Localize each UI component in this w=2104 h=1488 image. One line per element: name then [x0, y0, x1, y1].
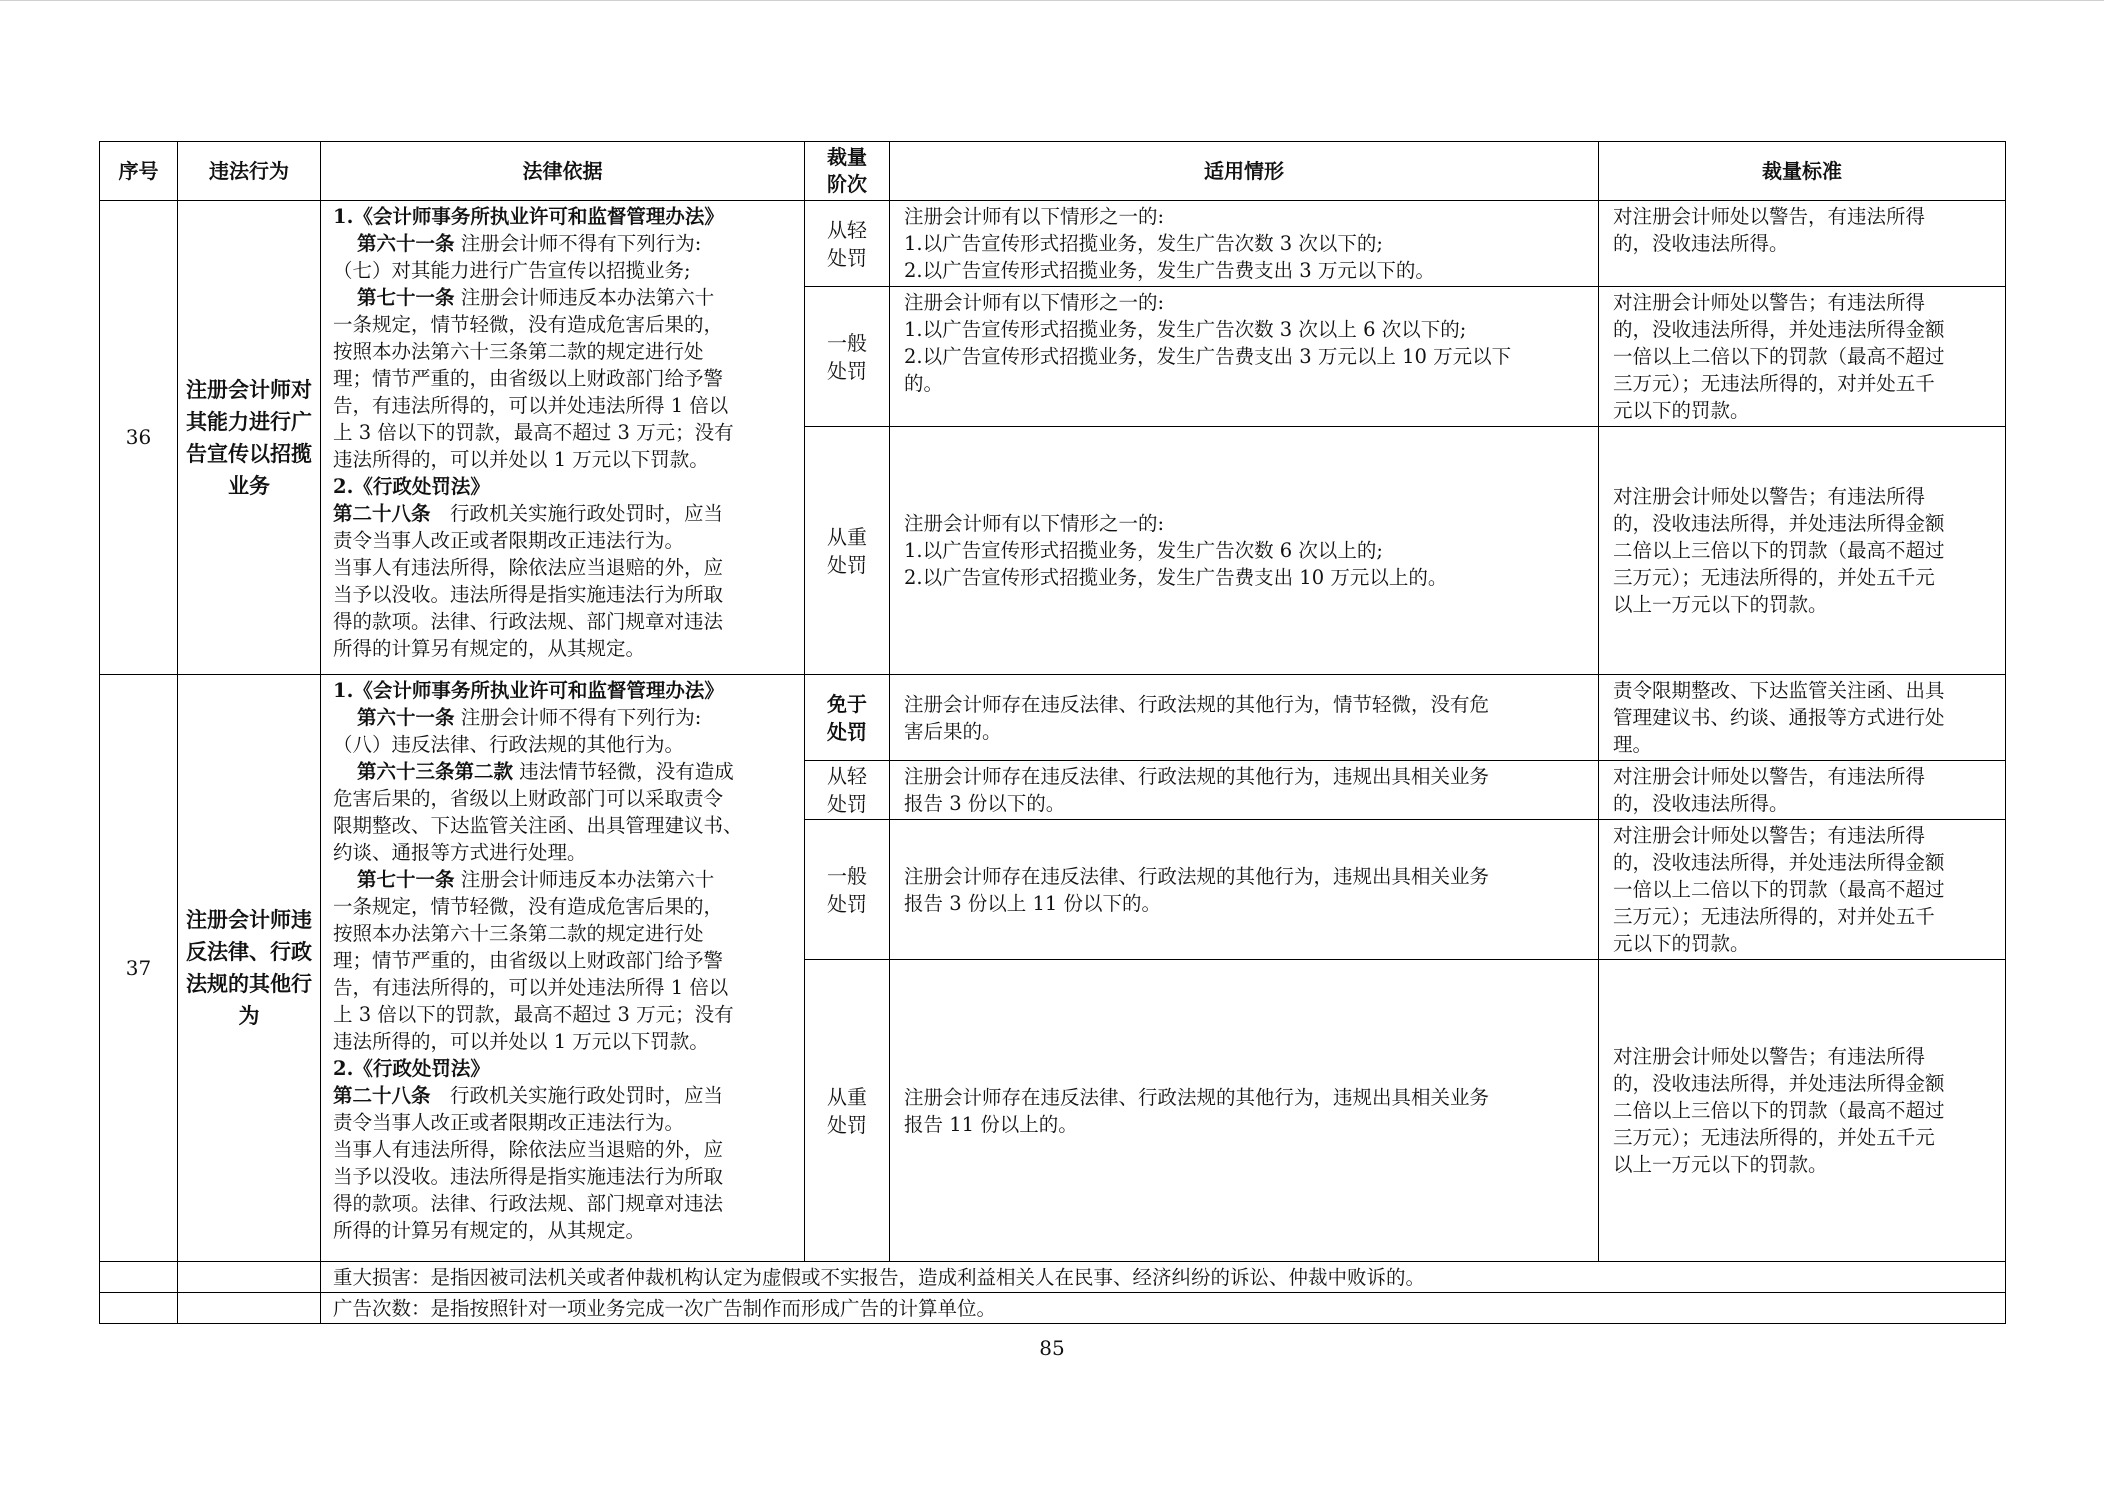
header-law: 法律依据 — [321, 142, 805, 201]
definition-row — [100, 1293, 2006, 1324]
row-37-situation-light: 注册会计师存在违反法律、行政法规的其他行为，违规出具相关业务 报告 3 份以下的。 — [890, 761, 1599, 820]
row-37-behavior: 注册会计师违反法律、行政法规的其他行为 — [178, 675, 321, 1262]
header-standard: 裁量标准 — [1599, 142, 2006, 201]
row-37-law: 1.《会计师事务所执业许可和监督管理办法》 第六十一条 注册会计师不得有下列行为: （八）违反法律、行政法规的其他行为。 第六十三条第二款 违法情节轻微，没有造成 危害后果的，省级以上财政部门可以采取责令 限期整改、下达监管关注函、出具管理建议书、 约谈、通报等方式进行处理。 第七十一条 注册会计师违反本办法第六十 一条规定，情节轻微，没有造成危害后果的， 按照本办法第六十三条第二款的规定进行处 理；情节严重的，由省级以上财政部门给予警 告，有违法所得的，可以并处违法所得 1 倍以 上 3 倍以下的罚款，最高不超过 3 万元；没有 违法所得的，可以并处以 1 万元以下罚款。 2.《行政处罚法》 第二十八条 行政机关实施行政处罚时，应当 责令当事人改正或者限期改正违法行为。 当事人有违法所得，除依法应当退赔的外，应 当予以没收。违法所得是指实施违法行为所取 得的款项。法律、行政法规、部门规章对违法 所得的计算另有规定的，从其规定。 — [321, 675, 805, 1262]
row-36-standard-light: 对注册会计师处以警告，有违法所得 的，没收违法所得。 — [1599, 201, 2006, 287]
header-behavior: 违法行为 — [178, 142, 321, 201]
row-37-level-heavy: 从重 处罚 — [805, 960, 890, 1262]
row-36-situation-heavy: 注册会计师有以下情形之一的: 1.以广告宣传形式招揽业务，发生广告次数 6 次以上的; 2.以广告宣传形式招揽业务，发生广告费支出 10 万元以上的。 — [890, 427, 1599, 675]
row-36-behavior: 注册会计师对其能力进行广告宣传以招揽业务 — [178, 201, 321, 675]
table-row — [100, 201, 2006, 287]
page-top-border — [0, 0, 2104, 1]
row-37-situation-heavy: 注册会计师存在违反法律、行政法规的其他行为，违规出具相关业务 报告 11 份以上的。 — [890, 960, 1599, 1262]
header-seq: 序号 — [100, 142, 178, 201]
header-level: 裁量 阶次 — [805, 142, 890, 201]
table-row — [100, 675, 2006, 761]
document-page — [99, 141, 2005, 1324]
row-37-standard-normal: 对注册会计师处以警告；有违法所得 的，没收违法所得，并处违法所得金额 一倍以上二倍以下的罚款（最高不超过 三万元）；无违法所得的，对并处五千 元以下的罚款。 — [1599, 820, 2006, 960]
row-36-level-light: 从轻 处罚 — [805, 201, 890, 287]
header-situation: 适用情形 — [890, 142, 1599, 201]
row-37-standard-heavy: 对注册会计师处以警告；有违法所得 的，没收违法所得，并处违法所得金额 二倍以上三倍以下的罚款（最高不超过 三万元）；无违法所得的，并处五千元 以上一万元以下的罚款。 — [1599, 960, 2006, 1262]
row-37-standard-exempt: 责令限期整改、下达监管关注函、出具 管理建议书、约谈、通报等方式进行处 理。 — [1599, 675, 2006, 761]
definition-blank-seq — [100, 1293, 178, 1324]
row-37-standard-light: 对注册会计师处以警告，有违法所得 的，没收违法所得。 — [1599, 761, 2006, 820]
page-number: 85 — [1039, 1336, 1065, 1360]
definition-ad-count: 广告次数：是指按照针对一项业务完成一次广告制作而形成广告的计算单位。 — [321, 1293, 2006, 1324]
penalty-table — [99, 141, 2006, 1324]
row-36-standard-heavy: 对注册会计师处以警告；有违法所得 的，没收违法所得，并处违法所得金额 二倍以上三倍以下的罚款（最高不超过 三万元）；无违法所得的，并处五千元 以上一万元以下的罚款。 — [1599, 427, 2006, 675]
row-36-level-heavy: 从重 处罚 — [805, 427, 890, 675]
definition-major-damage: 重大损害：是指因被司法机关或者仲裁机构认定为虚假或不实报告，造成利益相关人在民事、经济纠纷的诉讼、仲裁中败诉的。 — [321, 1262, 2006, 1293]
row-36-standard-normal: 对注册会计师处以警告；有违法所得 的，没收违法所得，并处违法所得金额 一倍以上二倍以下的罚款（最高不超过 三万元）；无违法所得的，对并处五千 元以下的罚款。 — [1599, 287, 2006, 427]
row-37-level-light: 从轻 处罚 — [805, 761, 890, 820]
definition-blank-behavior — [178, 1262, 321, 1293]
row-36-law: 1.《会计师事务所执业许可和监督管理办法》 第六十一条 注册会计师不得有下列行为: （七）对其能力进行广告宣传以招揽业务; 第七十一条 注册会计师违反本办法第六十 一条规定，情节轻微，没有造成危害后果的， 按照本办法第六十三条第二款的规定进行处 理；情节严重的，由省级以上财政部门给予警 告，有违法所得的，可以并处违法所得 1 倍以 上 3 倍以下的罚款，最高不超过 3 万元；没有 违法所得的，可以并处以 1 万元以下罚款。 2.《行政处罚法》 第二十八条 行政机关实施行政处罚时，应当 责令当事人改正或者限期改正违法行为。 当事人有违法所得，除依法应当退赔的外，应 当予以没收。违法所得是指实施违法行为所取 得的款项。法律、行政法规、部门规章对违法 所得的计算另有规定的，从其规定。 — [321, 201, 805, 675]
definition-blank-seq — [100, 1262, 178, 1293]
row-36-seq: 36 — [100, 201, 178, 675]
row-37-seq: 37 — [100, 675, 178, 1262]
definition-row — [100, 1262, 2006, 1293]
row-37-level-normal: 一般 处罚 — [805, 820, 890, 960]
row-36-situation-light: 注册会计师有以下情形之一的: 1.以广告宣传形式招揽业务，发生广告次数 3 次以下的; 2.以广告宣传形式招揽业务，发生广告费支出 3 万元以下的。 — [890, 201, 1599, 287]
row-36-situation-normal: 注册会计师有以下情形之一的: 1.以广告宣传形式招揽业务，发生广告次数 3 次以上 6 次以下的; 2.以广告宣传形式招揽业务，发生广告费支出 3 万元以上 10 万元以下 的。 — [890, 287, 1599, 427]
table-header-row — [100, 142, 2006, 201]
row-37-situation-normal: 注册会计师存在违反法律、行政法规的其他行为，违规出具相关业务 报告 3 份以上 11 份以下的。 — [890, 820, 1599, 960]
row-36-level-normal: 一般 处罚 — [805, 287, 890, 427]
definition-blank-behavior — [178, 1293, 321, 1324]
row-37-level-exempt: 免于 处罚 — [805, 675, 890, 761]
row-37-situation-exempt: 注册会计师存在违反法律、行政法规的其他行为，情节轻微，没有危 害后果的。 — [890, 675, 1599, 761]
